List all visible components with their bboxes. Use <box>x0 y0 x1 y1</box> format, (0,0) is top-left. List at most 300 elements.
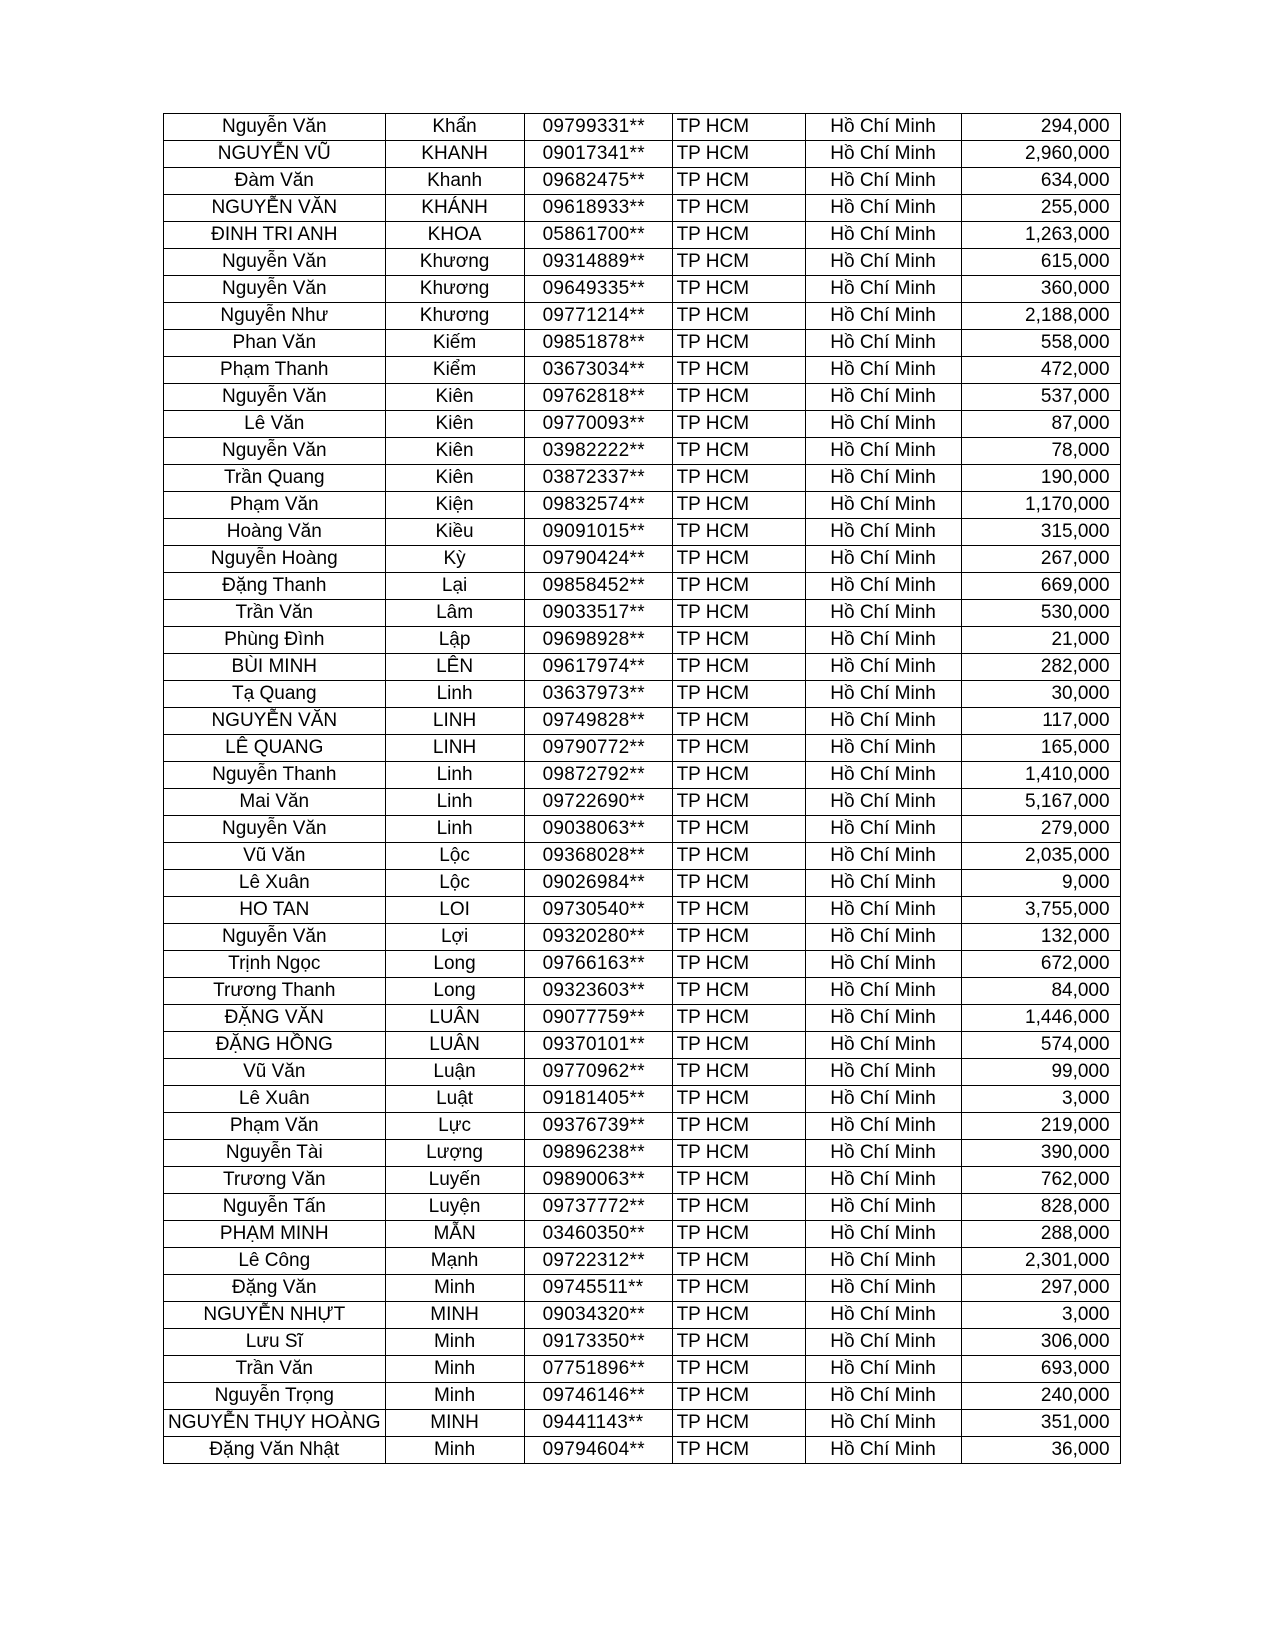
table-row <box>164 438 1121 465</box>
table-row <box>164 492 1121 519</box>
table-row <box>164 897 1121 924</box>
amount-cell: 78,000 <box>961 438 1120 465</box>
given-name-cell: Minh <box>385 1383 524 1410</box>
province-cell: Hồ Chí Minh <box>805 1275 961 1302</box>
given-name-cell: LUÂN <box>385 1032 524 1059</box>
province-cell: Hồ Chí Minh <box>805 357 961 384</box>
city-cell: TP HCM <box>672 1113 805 1140</box>
given-name-cell: LOI <box>385 897 524 924</box>
surname-cell: ĐINH TRI ANH <box>164 222 386 249</box>
amount-cell: 297,000 <box>961 1275 1120 1302</box>
city-cell: TP HCM <box>672 1005 805 1032</box>
amount-cell: 30,000 <box>961 681 1120 708</box>
surname-cell: Lê Xuân <box>164 870 386 897</box>
table-row <box>164 249 1121 276</box>
table-row <box>164 222 1121 249</box>
table-row <box>164 1221 1121 1248</box>
table-row <box>164 1167 1121 1194</box>
given-name-cell: Luyện <box>385 1194 524 1221</box>
table-row <box>164 1437 1121 1464</box>
city-cell: TP HCM <box>672 1248 805 1275</box>
given-name-cell: Luận <box>385 1059 524 1086</box>
given-name-cell: MINH <box>385 1302 524 1329</box>
city-cell: TP HCM <box>672 654 805 681</box>
phone-cell: 09890063** <box>524 1167 672 1194</box>
table-row <box>164 924 1121 951</box>
given-name-cell: LINH <box>385 735 524 762</box>
surname-cell: Nguyễn Văn <box>164 816 386 843</box>
amount-cell: 828,000 <box>961 1194 1120 1221</box>
given-name-cell: Khanh <box>385 168 524 195</box>
province-cell: Hồ Chí Minh <box>805 1437 961 1464</box>
province-cell: Hồ Chí Minh <box>805 843 961 870</box>
amount-cell: 669,000 <box>961 573 1120 600</box>
province-cell: Hồ Chí Minh <box>805 870 961 897</box>
phone-cell: 09682475** <box>524 168 672 195</box>
table-row <box>164 1140 1121 1167</box>
surname-cell: NGUYỄN VĂN <box>164 195 386 222</box>
city-cell: TP HCM <box>672 492 805 519</box>
table-row <box>164 465 1121 492</box>
phone-cell: 09091015** <box>524 519 672 546</box>
surname-cell: LÊ QUANG <box>164 735 386 762</box>
city-cell: TP HCM <box>672 303 805 330</box>
phone-cell: 09722690** <box>524 789 672 816</box>
province-cell: Hồ Chí Minh <box>805 978 961 1005</box>
surname-cell: NGUYỄN VŨ <box>164 141 386 168</box>
given-name-cell: Lượng <box>385 1140 524 1167</box>
amount-cell: 3,755,000 <box>961 897 1120 924</box>
surname-cell: Phạm Văn <box>164 492 386 519</box>
province-cell: Hồ Chí Minh <box>805 330 961 357</box>
city-cell: TP HCM <box>672 276 805 303</box>
surname-cell: Nguyễn Tài <box>164 1140 386 1167</box>
amount-cell: 762,000 <box>961 1167 1120 1194</box>
phone-cell: 09026984** <box>524 870 672 897</box>
amount-cell: 615,000 <box>961 249 1120 276</box>
province-cell: Hồ Chí Minh <box>805 1383 961 1410</box>
table-row <box>164 1059 1121 1086</box>
amount-cell: 21,000 <box>961 627 1120 654</box>
phone-cell: 09441143** <box>524 1410 672 1437</box>
surname-cell: HO TAN <box>164 897 386 924</box>
province-cell: Hồ Chí Minh <box>805 1005 961 1032</box>
given-name-cell: Lợi <box>385 924 524 951</box>
phone-cell: 09323603** <box>524 978 672 1005</box>
amount-cell: 190,000 <box>961 465 1120 492</box>
phone-cell: 03637973** <box>524 681 672 708</box>
phone-cell: 09077759** <box>524 1005 672 1032</box>
province-cell: Hồ Chí Minh <box>805 546 961 573</box>
city-cell: TP HCM <box>672 789 805 816</box>
given-name-cell: Kiên <box>385 384 524 411</box>
table-row <box>164 951 1121 978</box>
phone-cell: 09370101** <box>524 1032 672 1059</box>
phone-cell: 09766163** <box>524 951 672 978</box>
given-name-cell: LUÂN <box>385 1005 524 1032</box>
city-cell: TP HCM <box>672 627 805 654</box>
table-row <box>164 141 1121 168</box>
surname-cell: Nguyễn Hoàng <box>164 546 386 573</box>
city-cell: TP HCM <box>672 195 805 222</box>
given-name-cell: KHOA <box>385 222 524 249</box>
given-name-cell: Minh <box>385 1275 524 1302</box>
amount-cell: 117,000 <box>961 708 1120 735</box>
city-cell: TP HCM <box>672 708 805 735</box>
table-row <box>164 1113 1121 1140</box>
table-row <box>164 843 1121 870</box>
given-name-cell: KHÁNH <box>385 195 524 222</box>
province-cell: Hồ Chí Minh <box>805 168 961 195</box>
phone-cell: 09745511** <box>524 1275 672 1302</box>
surname-cell: Nguyễn Thanh <box>164 762 386 789</box>
given-name-cell: Mạnh <box>385 1248 524 1275</box>
table-row <box>164 1005 1121 1032</box>
given-name-cell: Kiều <box>385 519 524 546</box>
table-body <box>164 114 1121 1464</box>
table-row <box>164 195 1121 222</box>
phone-cell: 09033517** <box>524 600 672 627</box>
given-name-cell: Khương <box>385 303 524 330</box>
amount-cell: 693,000 <box>961 1356 1120 1383</box>
amount-cell: 36,000 <box>961 1437 1120 1464</box>
surname-cell: Nguyễn Văn <box>164 276 386 303</box>
city-cell: TP HCM <box>672 1302 805 1329</box>
phone-cell: 03673034** <box>524 357 672 384</box>
city-cell: TP HCM <box>672 870 805 897</box>
table-row <box>164 1302 1121 1329</box>
amount-cell: 288,000 <box>961 1221 1120 1248</box>
province-cell: Hồ Chí Minh <box>805 1221 961 1248</box>
table-row <box>164 519 1121 546</box>
surname-cell: Phạm Văn <box>164 1113 386 1140</box>
amount-cell: 282,000 <box>961 654 1120 681</box>
city-cell: TP HCM <box>672 1194 805 1221</box>
city-cell: TP HCM <box>672 249 805 276</box>
city-cell: TP HCM <box>672 1329 805 1356</box>
amount-cell: 9,000 <box>961 870 1120 897</box>
surname-cell: Trần Văn <box>164 1356 386 1383</box>
amount-cell: 1,446,000 <box>961 1005 1120 1032</box>
province-cell: Hồ Chí Minh <box>805 1032 961 1059</box>
province-cell: Hồ Chí Minh <box>805 276 961 303</box>
amount-cell: 1,170,000 <box>961 492 1120 519</box>
phone-cell: 09368028** <box>524 843 672 870</box>
province-cell: Hồ Chí Minh <box>805 303 961 330</box>
given-name-cell: Kiểm <box>385 357 524 384</box>
province-cell: Hồ Chí Minh <box>805 465 961 492</box>
given-name-cell: Lực <box>385 1113 524 1140</box>
given-name-cell: Lâm <box>385 600 524 627</box>
surname-cell: Tạ Quang <box>164 681 386 708</box>
table-row <box>164 384 1121 411</box>
surname-cell: Mai Văn <box>164 789 386 816</box>
province-cell: Hồ Chí Minh <box>805 735 961 762</box>
province-cell: Hồ Chí Minh <box>805 654 961 681</box>
surname-cell: Trịnh Ngọc <box>164 951 386 978</box>
phone-cell: 09851878** <box>524 330 672 357</box>
table-row <box>164 357 1121 384</box>
given-name-cell: Kiên <box>385 438 524 465</box>
surname-cell: Lê Công <box>164 1248 386 1275</box>
surname-cell: Vũ Văn <box>164 1059 386 1086</box>
phone-cell: 03460350** <box>524 1221 672 1248</box>
phone-cell: 09017341** <box>524 141 672 168</box>
province-cell: Hồ Chí Minh <box>805 762 961 789</box>
phone-cell: 09799331** <box>524 114 672 141</box>
province-cell: Hồ Chí Minh <box>805 1329 961 1356</box>
table-row <box>164 708 1121 735</box>
surname-cell: Trần Văn <box>164 600 386 627</box>
city-cell: TP HCM <box>672 519 805 546</box>
given-name-cell: MẪN <box>385 1221 524 1248</box>
table-row <box>164 1329 1121 1356</box>
province-cell: Hồ Chí Minh <box>805 438 961 465</box>
phone-cell: 05861700** <box>524 222 672 249</box>
given-name-cell: Linh <box>385 681 524 708</box>
surname-cell: Trương Văn <box>164 1167 386 1194</box>
province-cell: Hồ Chí Minh <box>805 1410 961 1437</box>
given-name-cell: Kiên <box>385 465 524 492</box>
surname-cell: Đặng Văn Nhật <box>164 1437 386 1464</box>
amount-cell: 537,000 <box>961 384 1120 411</box>
province-cell: Hồ Chí Minh <box>805 924 961 951</box>
table-row <box>164 1086 1121 1113</box>
table-row <box>164 654 1121 681</box>
phone-cell: 09314889** <box>524 249 672 276</box>
phone-cell: 09790424** <box>524 546 672 573</box>
surname-cell: Đặng Văn <box>164 1275 386 1302</box>
phone-cell: 09649335** <box>524 276 672 303</box>
amount-cell: 87,000 <box>961 411 1120 438</box>
surname-cell: NGUYỄN THỤY HOÀNG <box>164 1410 386 1437</box>
province-cell: Hồ Chí Minh <box>805 681 961 708</box>
amount-cell: 315,000 <box>961 519 1120 546</box>
amount-cell: 390,000 <box>961 1140 1120 1167</box>
province-cell: Hồ Chí Minh <box>805 249 961 276</box>
phone-cell: 09790772** <box>524 735 672 762</box>
province-cell: Hồ Chí Minh <box>805 1167 961 1194</box>
amount-cell: 472,000 <box>961 357 1120 384</box>
amount-cell: 530,000 <box>961 600 1120 627</box>
table-row <box>164 627 1121 654</box>
province-cell: Hồ Chí Minh <box>805 1356 961 1383</box>
city-cell: TP HCM <box>672 1383 805 1410</box>
city-cell: TP HCM <box>672 816 805 843</box>
table-row <box>164 276 1121 303</box>
city-cell: TP HCM <box>672 735 805 762</box>
phone-cell: 09376739** <box>524 1113 672 1140</box>
province-cell: Hồ Chí Minh <box>805 195 961 222</box>
city-cell: TP HCM <box>672 1059 805 1086</box>
city-cell: TP HCM <box>672 1275 805 1302</box>
surname-cell: Đặng Thanh <box>164 573 386 600</box>
city-cell: TP HCM <box>672 438 805 465</box>
surname-cell: Nguyễn Như <box>164 303 386 330</box>
amount-cell: 574,000 <box>961 1032 1120 1059</box>
table-row <box>164 411 1121 438</box>
province-cell: Hồ Chí Minh <box>805 1302 961 1329</box>
amount-cell: 279,000 <box>961 816 1120 843</box>
phone-cell: 09858452** <box>524 573 672 600</box>
city-cell: TP HCM <box>672 1410 805 1437</box>
table-row <box>164 1275 1121 1302</box>
city-cell: TP HCM <box>672 168 805 195</box>
table-row <box>164 1032 1121 1059</box>
given-name-cell: KHANH <box>385 141 524 168</box>
given-name-cell: MINH <box>385 1410 524 1437</box>
amount-cell: 99,000 <box>961 1059 1120 1086</box>
amount-cell: 351,000 <box>961 1410 1120 1437</box>
given-name-cell: Linh <box>385 789 524 816</box>
amount-cell: 84,000 <box>961 978 1120 1005</box>
province-cell: Hồ Chí Minh <box>805 114 961 141</box>
phone-cell: 09698928** <box>524 627 672 654</box>
given-name-cell: Long <box>385 951 524 978</box>
surname-cell: Nguyễn Văn <box>164 438 386 465</box>
table-row <box>164 114 1121 141</box>
province-cell: Hồ Chí Minh <box>805 1194 961 1221</box>
table-row <box>164 546 1121 573</box>
table-row <box>164 303 1121 330</box>
given-name-cell: Lộc <box>385 843 524 870</box>
city-cell: TP HCM <box>672 1437 805 1464</box>
phone-cell: 09181405** <box>524 1086 672 1113</box>
city-cell: TP HCM <box>672 357 805 384</box>
table-row <box>164 681 1121 708</box>
given-name-cell: Kiếm <box>385 330 524 357</box>
province-cell: Hồ Chí Minh <box>805 951 961 978</box>
city-cell: TP HCM <box>672 762 805 789</box>
city-cell: TP HCM <box>672 897 805 924</box>
surname-cell: NGUYỄN NHỰT <box>164 1302 386 1329</box>
city-cell: TP HCM <box>672 1140 805 1167</box>
table-row <box>164 978 1121 1005</box>
surname-cell: ĐẶNG HỒNG <box>164 1032 386 1059</box>
province-cell: Hồ Chí Minh <box>805 789 961 816</box>
surname-cell: Nguyễn Văn <box>164 114 386 141</box>
amount-cell: 2,035,000 <box>961 843 1120 870</box>
given-name-cell: Luật <box>385 1086 524 1113</box>
surname-cell: Phùng Đình <box>164 627 386 654</box>
phone-cell: 09746146** <box>524 1383 672 1410</box>
given-name-cell: LINH <box>385 708 524 735</box>
amount-cell: 360,000 <box>961 276 1120 303</box>
province-cell: Hồ Chí Minh <box>805 519 961 546</box>
province-cell: Hồ Chí Minh <box>805 1248 961 1275</box>
surname-cell: Phạm Thanh <box>164 357 386 384</box>
surname-cell: Phan Văn <box>164 330 386 357</box>
table-row <box>164 1356 1121 1383</box>
phone-cell: 03982222** <box>524 438 672 465</box>
given-name-cell: Kỳ <box>385 546 524 573</box>
phone-cell: 09320280** <box>524 924 672 951</box>
amount-cell: 306,000 <box>961 1329 1120 1356</box>
amount-cell: 240,000 <box>961 1383 1120 1410</box>
province-cell: Hồ Chí Minh <box>805 1059 961 1086</box>
amount-cell: 3,000 <box>961 1302 1120 1329</box>
given-name-cell: Minh <box>385 1329 524 1356</box>
given-name-cell: Khương <box>385 249 524 276</box>
phone-cell: 09749828** <box>524 708 672 735</box>
given-name-cell: Minh <box>385 1356 524 1383</box>
amount-cell: 634,000 <box>961 168 1120 195</box>
province-cell: Hồ Chí Minh <box>805 492 961 519</box>
given-name-cell: Lập <box>385 627 524 654</box>
amount-cell: 5,167,000 <box>961 789 1120 816</box>
province-cell: Hồ Chí Minh <box>805 411 961 438</box>
given-name-cell: Kiên <box>385 411 524 438</box>
table-row <box>164 1383 1121 1410</box>
surname-cell: NGUYỄN VĂN <box>164 708 386 735</box>
surname-cell: PHẠM MINH <box>164 1221 386 1248</box>
province-cell: Hồ Chí Minh <box>805 1140 961 1167</box>
surname-cell: Nguyễn Văn <box>164 924 386 951</box>
table-row <box>164 330 1121 357</box>
given-name-cell: Minh <box>385 1437 524 1464</box>
province-cell: Hồ Chí Minh <box>805 141 961 168</box>
table-row <box>164 870 1121 897</box>
table-row <box>164 762 1121 789</box>
city-cell: TP HCM <box>672 384 805 411</box>
given-name-cell: Khẩn <box>385 114 524 141</box>
province-cell: Hồ Chí Minh <box>805 1086 961 1113</box>
province-cell: Hồ Chí Minh <box>805 627 961 654</box>
given-name-cell: Linh <box>385 816 524 843</box>
given-name-cell: Luyến <box>385 1167 524 1194</box>
phone-cell: 09832574** <box>524 492 672 519</box>
city-cell: TP HCM <box>672 1221 805 1248</box>
phone-cell: 09737772** <box>524 1194 672 1221</box>
surname-cell: Lưu Sĩ <box>164 1329 386 1356</box>
phone-cell: 09771214** <box>524 303 672 330</box>
city-cell: TP HCM <box>672 114 805 141</box>
amount-cell: 255,000 <box>961 195 1120 222</box>
surname-cell: Vũ Văn <box>164 843 386 870</box>
table-row <box>164 1410 1121 1437</box>
amount-cell: 558,000 <box>961 330 1120 357</box>
province-cell: Hồ Chí Minh <box>805 222 961 249</box>
phone-cell: 07751896** <box>524 1356 672 1383</box>
amount-cell: 132,000 <box>961 924 1120 951</box>
table-row <box>164 1194 1121 1221</box>
phone-cell: 09617974** <box>524 654 672 681</box>
city-cell: TP HCM <box>672 978 805 1005</box>
given-name-cell: Khương <box>385 276 524 303</box>
city-cell: TP HCM <box>672 681 805 708</box>
table-row <box>164 816 1121 843</box>
amount-cell: 267,000 <box>961 546 1120 573</box>
given-name-cell: Linh <box>385 762 524 789</box>
surname-cell: Nguyễn Văn <box>164 384 386 411</box>
amount-cell: 2,960,000 <box>961 141 1120 168</box>
table-row <box>164 600 1121 627</box>
city-cell: TP HCM <box>672 141 805 168</box>
surname-cell: Hoàng Văn <box>164 519 386 546</box>
surname-cell: Đàm Văn <box>164 168 386 195</box>
surname-cell: BÙI MINH <box>164 654 386 681</box>
amount-cell: 294,000 <box>961 114 1120 141</box>
city-cell: TP HCM <box>672 546 805 573</box>
phone-cell: 09722312** <box>524 1248 672 1275</box>
province-cell: Hồ Chí Minh <box>805 816 961 843</box>
phone-cell: 09770962** <box>524 1059 672 1086</box>
province-cell: Hồ Chí Minh <box>805 384 961 411</box>
amount-cell: 165,000 <box>961 735 1120 762</box>
phone-cell: 09038063** <box>524 816 672 843</box>
city-cell: TP HCM <box>672 924 805 951</box>
given-name-cell: Kiện <box>385 492 524 519</box>
